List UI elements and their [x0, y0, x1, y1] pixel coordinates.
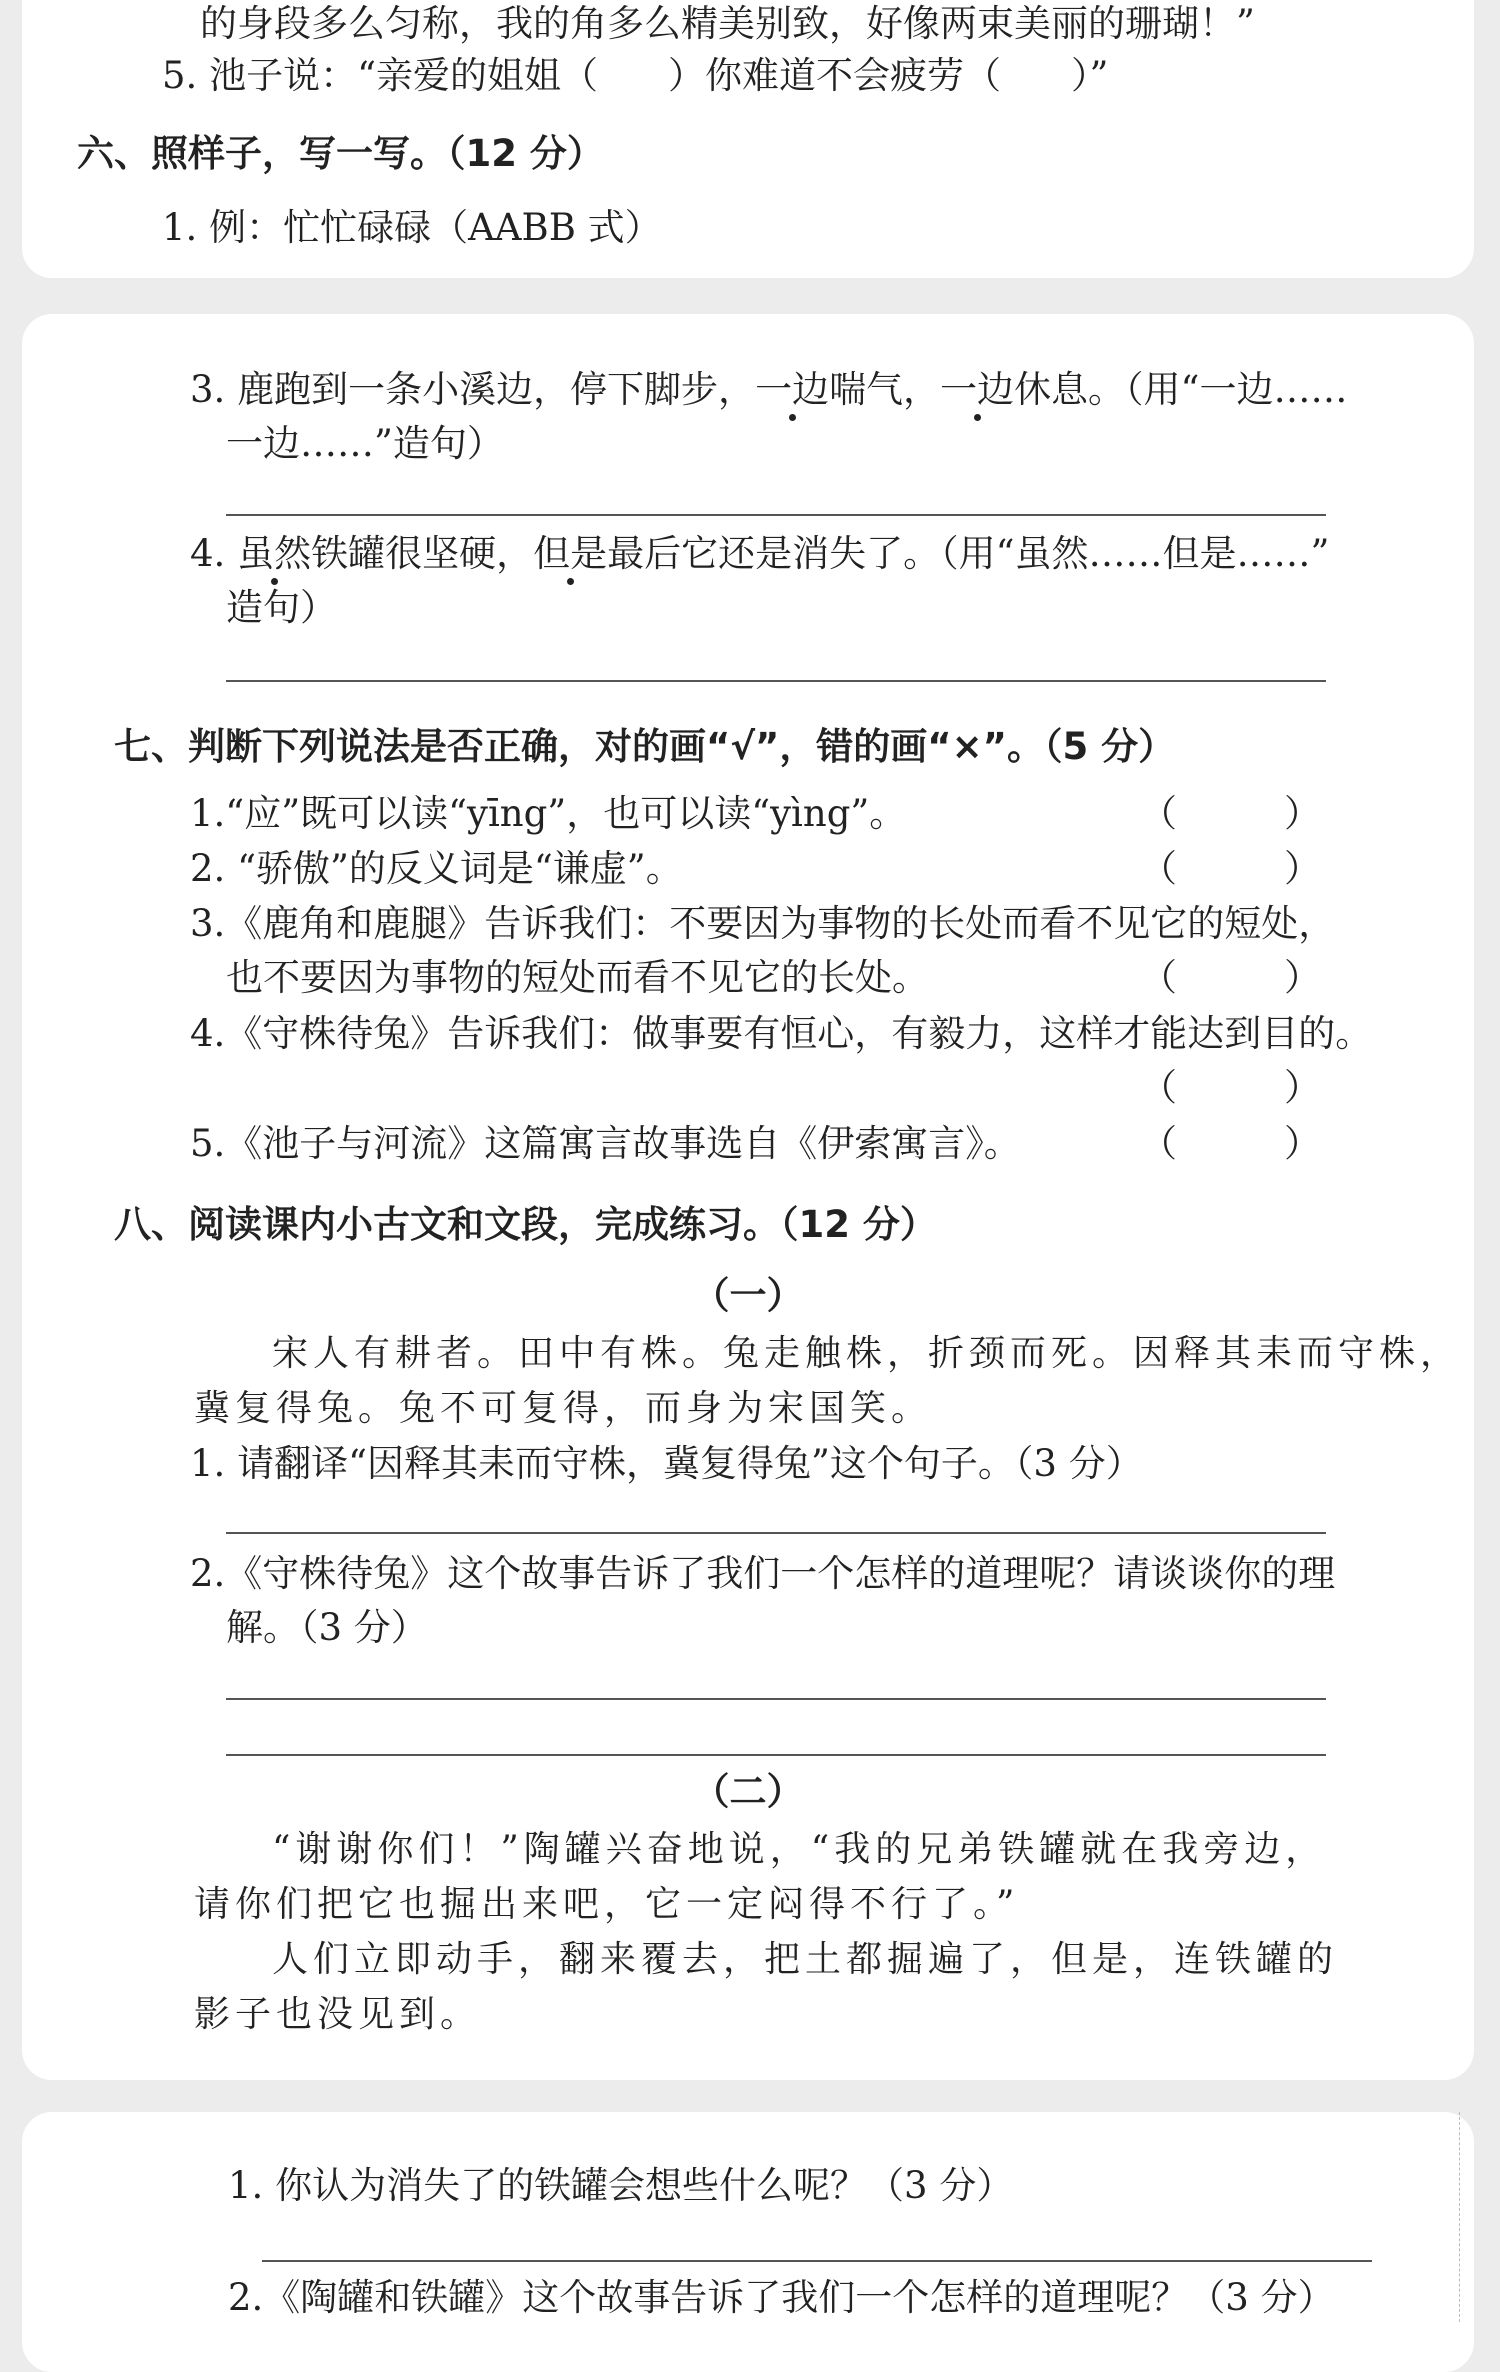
- emphasis-mark: 虽然: [237, 532, 312, 575]
- emphasis-mark: 一边: [755, 368, 830, 411]
- section-8-heading: 八、阅读课内小古文和文段，完成练习。（12 分）: [114, 1203, 937, 1246]
- answer-line[interactable]: [226, 1698, 1326, 1700]
- question-5-text: 5. 池子说：“亲爱的姐姐（ ）你难道不会疲劳（ ）”: [162, 54, 1109, 97]
- answer-paren-right: ）: [1284, 956, 1321, 999]
- answer-line[interactable]: [226, 514, 1326, 516]
- answer-line[interactable]: [262, 2260, 1372, 2262]
- judge-item-3-line-2: 也不要因为事物的短处而看不见它的长处。: [226, 956, 929, 999]
- answer-line[interactable]: [226, 1532, 1326, 1534]
- passage-2-line-3: 人们立即动手，翻来覆去，把土都掘遍了，但是，连铁罐的: [272, 1939, 1339, 1980]
- answer-paren-right: ）: [1284, 792, 1321, 835]
- question-2: 2.《陶罐和铁罐》这个故事告诉了我们一个怎样的道理呢？（3 分）: [228, 2276, 1335, 2319]
- reading-question-1: 1. 请翻译“因释其耒而守株，冀复得兔”这个句子。（3 分）: [190, 1442, 1143, 1485]
- answer-paren-right: ）: [1284, 847, 1321, 890]
- answer-paren-right: ）: [1284, 1066, 1321, 1109]
- worksheet-card-2: [22, 314, 1474, 2080]
- passage-line: 的身段多么匀称，我的角多么精美别致，好像两束美丽的珊瑚！”: [200, 2, 1255, 45]
- passage-2-line-1: “谢谢你们！”陶罐兴奋地说，“我的兄弟铁罐就在我旁边，: [272, 1829, 1327, 1870]
- part-1-heading: （一）: [692, 1274, 804, 1317]
- answer-paren-right: ）: [1284, 1122, 1321, 1165]
- emphasis-mark: 但是: [533, 532, 608, 575]
- judge-item-3-line-1: 3.《鹿角和鹿腿》告诉我们：不要因为事物的长处而看不见它的短处，: [190, 902, 1336, 945]
- classical-text-line-1: 宋人有耕者。田中有株。兔走触株，折颈而死。因释其耒而守株，: [272, 1333, 1462, 1374]
- judge-item-1: 1.“应”既可以读“yīng”，也可以读“yìng”。: [190, 792, 907, 835]
- question-4-line-1: 4. 虽然铁罐很坚硬，但是最后它还是消失了。（用“虽然……但是……”: [190, 532, 1330, 575]
- reading-question-2-line-2: 解。（3 分）: [226, 1606, 428, 1649]
- emphasis-mark: 一边: [940, 368, 1015, 411]
- question-1: 1. 你认为消失了的铁罐会想些什么呢？（3 分）: [228, 2164, 1014, 2207]
- passage-2-line-4: 影子也没见到。: [194, 1994, 482, 2035]
- section-6-heading: 六、照样子，写一写。（12 分）: [77, 132, 604, 175]
- part-2-heading: （二）: [692, 1770, 804, 1813]
- classical-text-line-2: 冀复得兔。兔不可复得，而身为宋国笑。: [194, 1388, 933, 1429]
- question-3-line-1: 3. 鹿跑到一条小溪边，停下脚步，一边喘气，一边休息。（用“一边……: [190, 368, 1348, 411]
- answer-paren-left[interactable]: （: [1140, 847, 1177, 890]
- question-3-line-2: 一边……”造句）: [226, 422, 504, 465]
- answer-line[interactable]: [226, 680, 1326, 682]
- worksheet-card-1: [22, 0, 1474, 278]
- answer-line[interactable]: [226, 1754, 1326, 1756]
- section-7-heading: 七、判断下列说法是否正确，对的画“√”，错的画“×”。（5 分）: [114, 725, 1176, 768]
- reading-question-2-line-1: 2.《守株待兔》这个故事告诉了我们一个怎样的道理呢？请谈谈你的理: [190, 1552, 1336, 1595]
- passage-2-line-2: 请你们把它也掘出来吧，它一定闷得不行了。”: [194, 1884, 1020, 1925]
- answer-paren-left[interactable]: （: [1140, 1122, 1177, 1165]
- judge-item-2: 2. “骄傲”的反义词是“谦虚”。: [190, 847, 683, 890]
- judge-item-4: 4.《守株待兔》告诉我们：做事要有恒心，有毅力，这样才能达到目的。: [190, 1012, 1373, 1055]
- question-4-line-2: 造句）: [226, 586, 337, 629]
- answer-paren-left[interactable]: （: [1140, 956, 1177, 999]
- worksheet-card-3: [22, 2112, 1474, 2372]
- page-edge-divider: [1459, 2112, 1460, 2322]
- judge-item-5: 5.《池子与河流》这篇寓言故事选自《伊索寓言》。: [190, 1122, 1021, 1165]
- answer-paren-left[interactable]: （: [1140, 1066, 1177, 1109]
- example-1: 1. 例：忙忙碌碌（AABB 式）: [162, 206, 662, 249]
- answer-paren-left[interactable]: （: [1140, 792, 1177, 835]
